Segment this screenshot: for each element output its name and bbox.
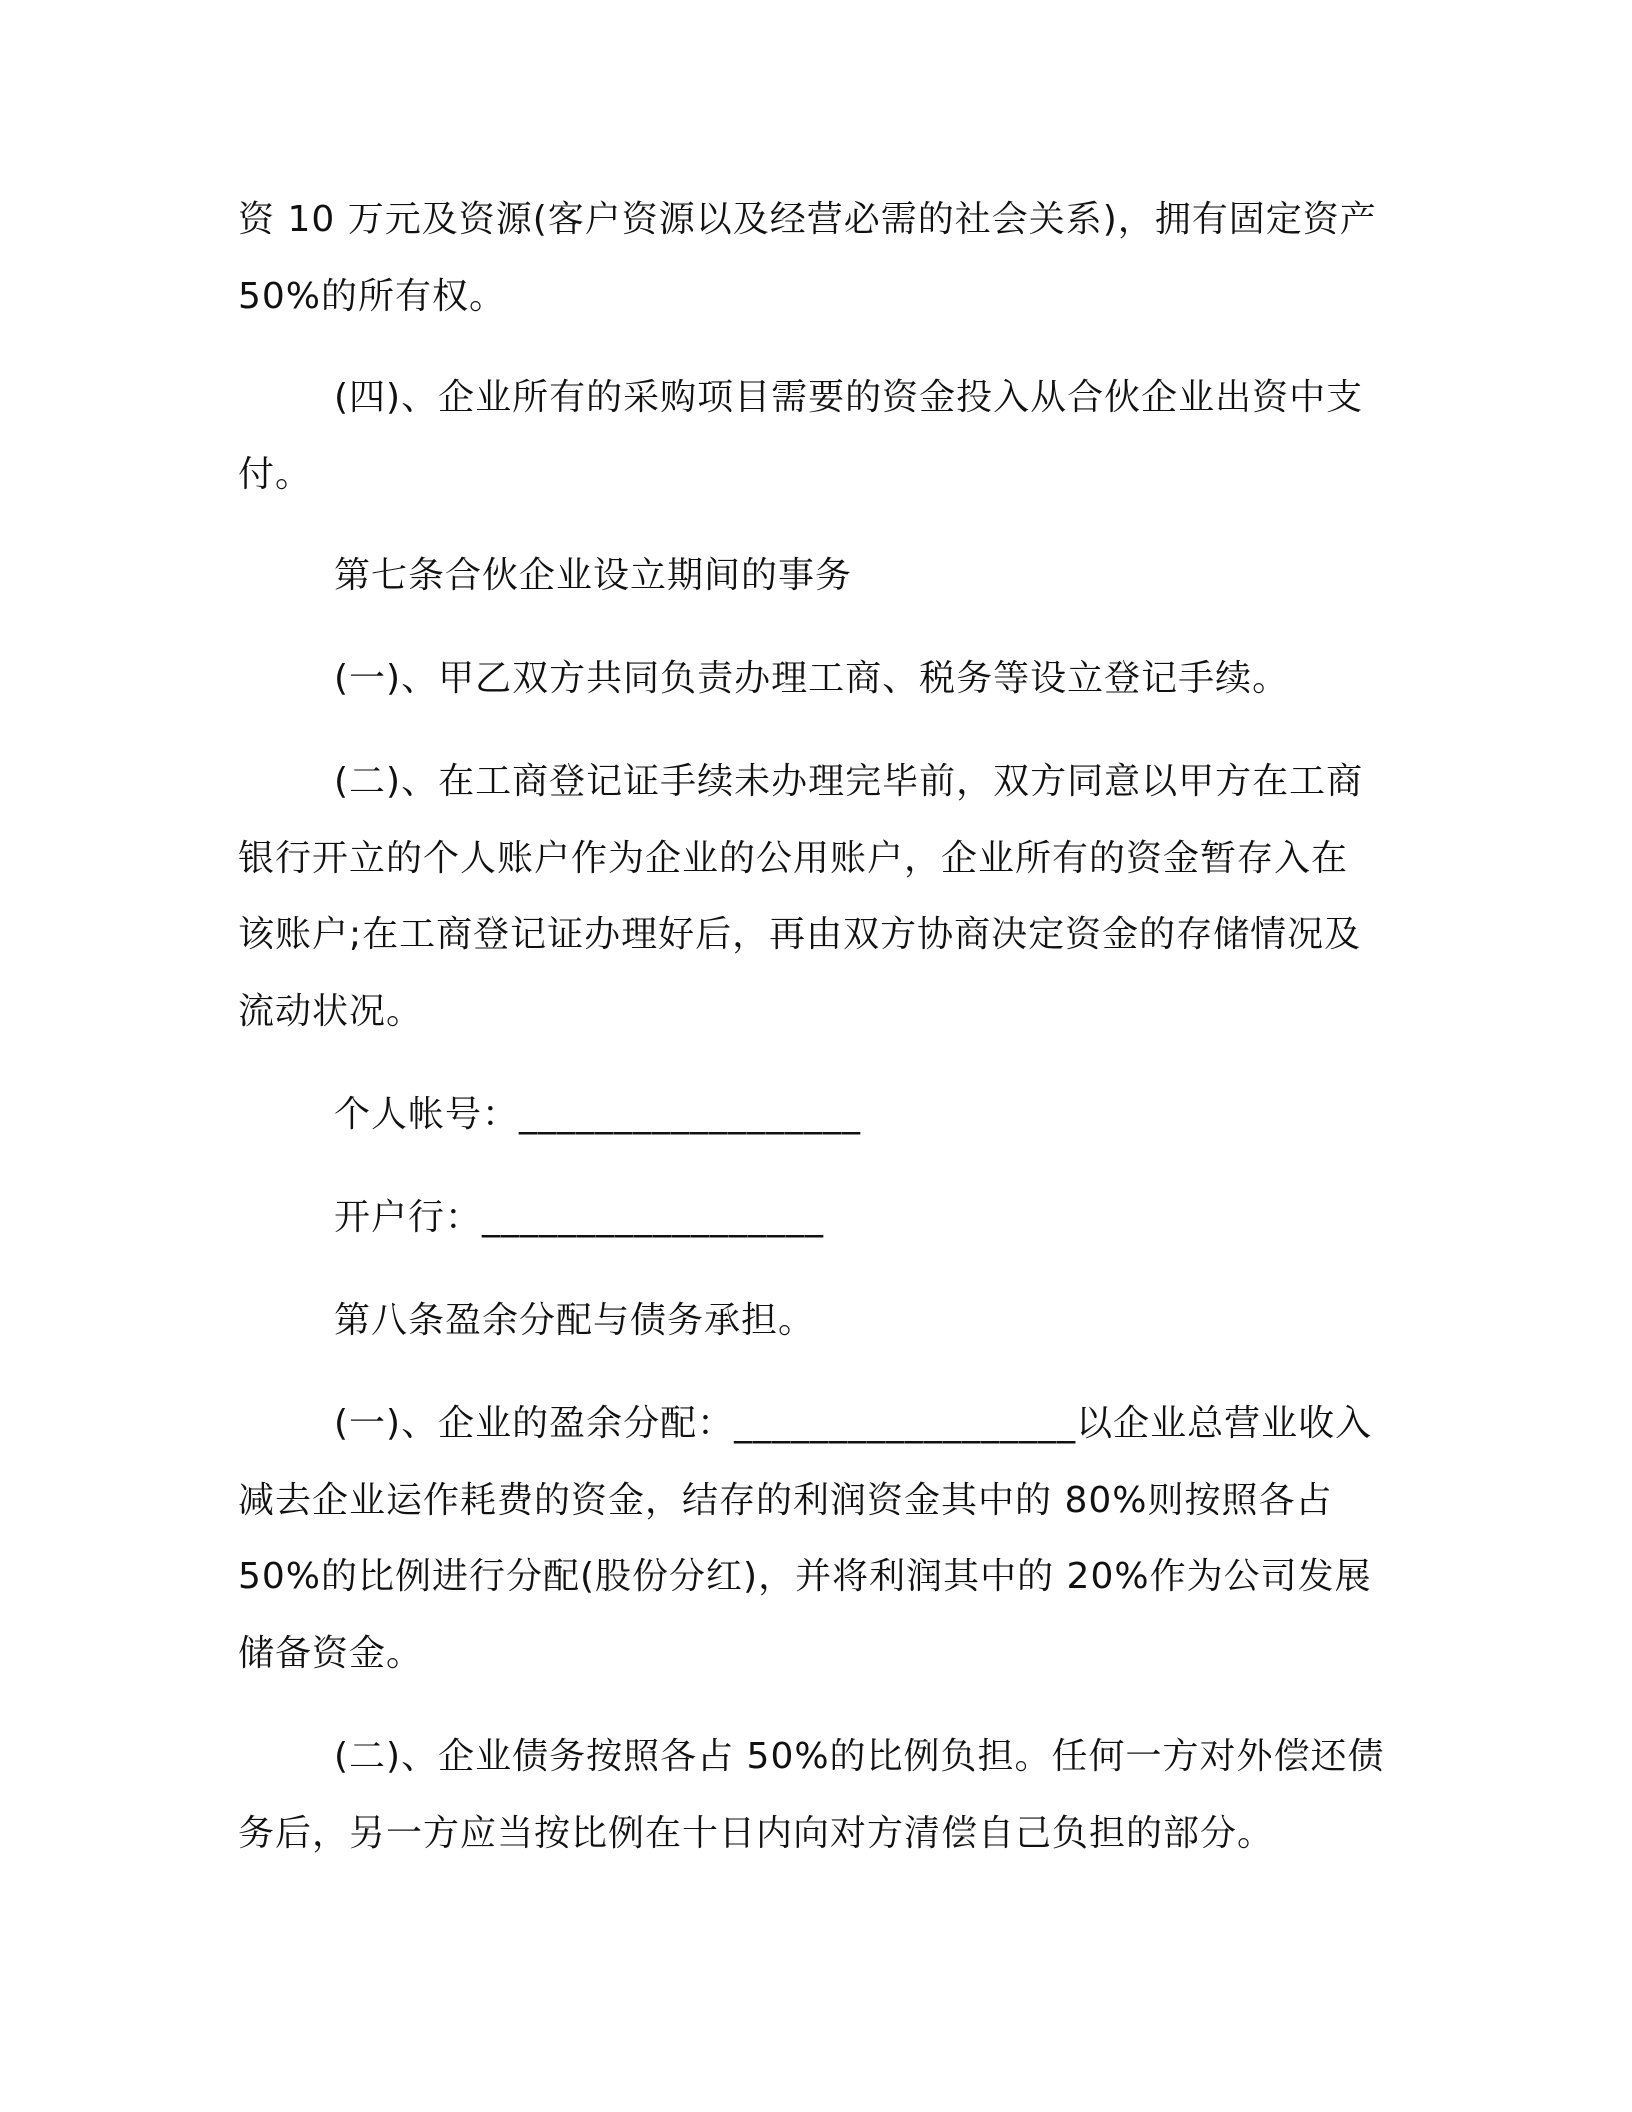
paragraph-line: 该账户;在工商登记证办理好后，再由双方协商决定资金的存储情况及 [238,914,1362,955]
paragraph-line: 银行开立的个人账户作为企业的公用账户，企业所有的资金暂存入在 [238,838,1349,879]
paragraph-line: 流动状况。 [238,991,424,1032]
personal-account-field: 个人帐号：__________________ [334,1094,862,1135]
clause-four-line: (四)、企业所有的采购项目需要的资金投入从合伙企业出资中支 [334,377,1364,418]
profit-distribution-line: (一)、企业的盈余分配：__________________以企业总营业收入 [334,1403,1373,1444]
clause-one-line: (一)、甲乙双方共同负责办理工商、税务等设立登记手续。 [334,658,1290,699]
debt-clause-line: (二)、企业债务按照各占 50%的比例负担。任何一方对外偿还债 [334,1736,1385,1777]
paragraph-line: 付。 [238,454,313,495]
article-seven-heading: 第七条合伙企业设立期间的事务 [334,555,853,596]
paragraph-line: 50%的比例进行分配(股份分红)，并将利润其中的 20%作为公司发展 [238,1556,1372,1597]
paragraph-line: 减去企业运作耗费的资金，结存的利润资金其中的 80%则按照各占 [238,1480,1333,1521]
bank-branch-field: 开户行：__________________ [334,1197,825,1238]
paragraph-line: 资 10 万元及资源(客户资源以及经营必需的社会关系)，拥有固定资产 [238,199,1377,240]
clause-two-line: (二)、在工商登记证手续未办理完毕前，双方同意以甲方在工商 [334,761,1364,802]
article-eight-heading: 第八条盈余分配与债务承担。 [334,1300,816,1341]
paragraph-line: 储备资金。 [238,1633,424,1674]
paragraph-line: 务后，另一方应当按比例在十日内向对方清偿自己负担的部分。 [238,1813,1275,1854]
paragraph-line: 50%的所有权。 [238,276,507,317]
